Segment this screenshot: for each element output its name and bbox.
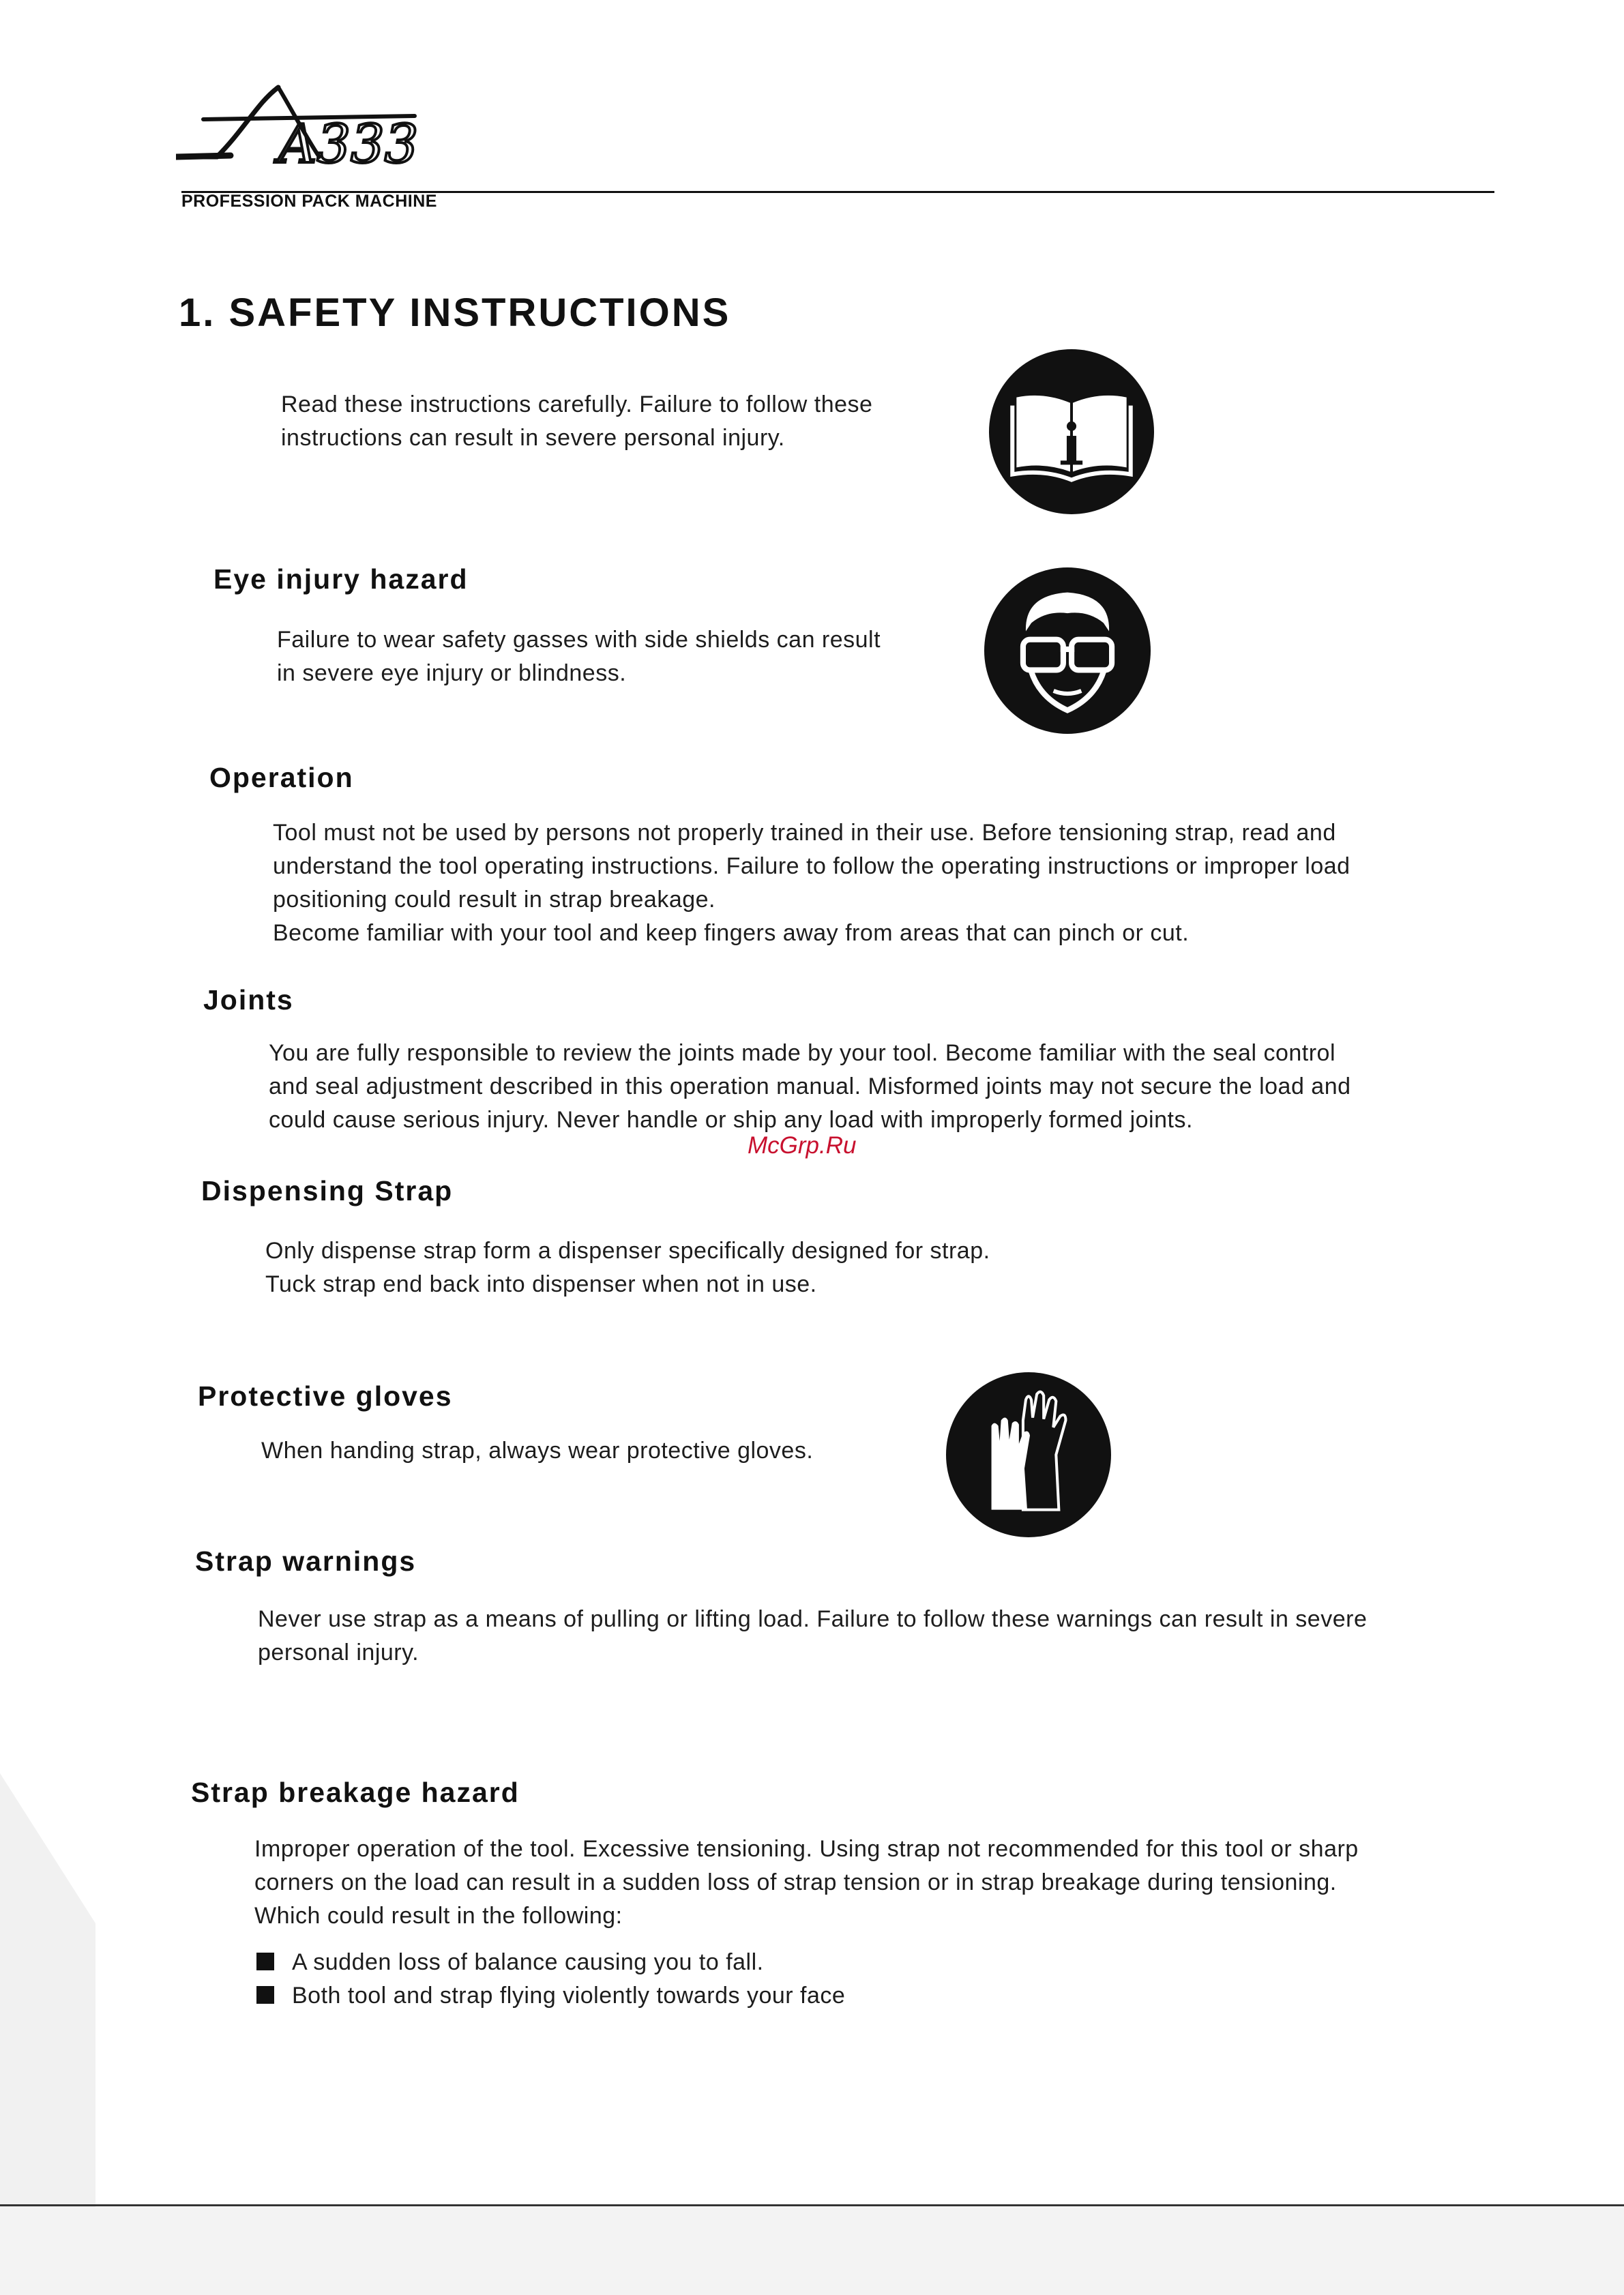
operation-line: Tool must not be used by persons not properly trained in their use. Before tensioning strap, read and bbox=[273, 820, 1336, 846]
gloves-text bbox=[261, 1434, 813, 1468]
joints-text bbox=[269, 1037, 1351, 1137]
protective-gloves-icon bbox=[946, 1372, 1111, 1537]
watermark-text: McGrp.Ru bbox=[748, 1132, 857, 1159]
breakage-text bbox=[254, 1833, 1359, 1933]
joints-heading: Joints bbox=[203, 984, 294, 1016]
breakage-heading: Strap breakage hazard bbox=[191, 1777, 520, 1808]
square-bullet-icon bbox=[256, 1953, 274, 1970]
logo-subtitle: PROFESSION PACK MACHINE bbox=[181, 192, 437, 211]
read-manual-icon bbox=[989, 349, 1154, 514]
breakage-bullet-list bbox=[254, 1946, 845, 2013]
eye-hazard-line: in severe eye injury or blindness. bbox=[277, 660, 627, 686]
logo-number: A333 bbox=[278, 114, 419, 171]
warnings-line: Never use strap as a means of pulling or lifting load. Failure to follow these warnings can result in severe bbox=[258, 1606, 1368, 1632]
warnings-text bbox=[258, 1603, 1367, 1670]
operation-line: understand the tool operating instructions. Failure to follow the operating instructions or improper load bbox=[273, 853, 1350, 879]
breakage-line: Improper operation of the tool. Excessive tensioning. Using strap not recommended for this tool or sharp bbox=[254, 1836, 1359, 1862]
breakage-line: Which could result in the following: bbox=[254, 1903, 623, 1929]
square-bullet-icon bbox=[256, 1986, 274, 2004]
gloves-line: When handing strap, always wear protective gloves. bbox=[261, 1438, 814, 1464]
scan-shadow bbox=[0, 1773, 95, 2210]
warnings-line: personal injury. bbox=[258, 1640, 419, 1665]
scan-bottom-shade bbox=[0, 2207, 1624, 2295]
operation-heading: Operation bbox=[209, 762, 354, 793]
operation-line: positioning could result in strap breakage. bbox=[273, 887, 715, 913]
safety-goggles-icon bbox=[984, 567, 1151, 734]
joints-line: and seal adjustment described in this operation manual. Misformed joints may not secure the load and bbox=[269, 1074, 1351, 1099]
brand-logo bbox=[176, 75, 422, 171]
dispensing-line: Tuck strap end back into dispenser when not in use. bbox=[265, 1271, 817, 1297]
dispensing-text bbox=[265, 1234, 990, 1301]
page-title: 1. SAFETY INSTRUCTIONS bbox=[179, 291, 731, 335]
operation-line: Become familiar with your tool and keep fingers away from areas that can pinch or cut. bbox=[273, 920, 1190, 946]
eye-hazard-heading: Eye injury hazard bbox=[213, 563, 469, 595]
intro-text bbox=[281, 388, 872, 455]
joints-line: You are fully responsible to review the joints made by your tool. Become familiar with the seal control bbox=[269, 1040, 1336, 1066]
dispensing-heading: Dispensing Strap bbox=[201, 1175, 454, 1206]
intro-line: instructions can result in severe personal injury. bbox=[281, 425, 785, 451]
eye-hazard-line: Failure to wear safety gasses with side shields can result bbox=[277, 627, 881, 653]
breakage-line: corners on the load can result in a sudden loss of strap tension or in strap breakage during tensioning. bbox=[254, 1869, 1337, 1895]
dispensing-line: Only dispense strap form a dispenser specifically designed for strap. bbox=[265, 1238, 990, 1264]
gloves-heading: Protective gloves bbox=[198, 1380, 453, 1412]
bullet-text: A sudden loss of balance causing you to fall. bbox=[292, 1949, 764, 1975]
footer-rule bbox=[0, 2204, 1624, 2206]
intro-line: Read these instructions carefully. Failure to follow these bbox=[281, 391, 873, 417]
list-item bbox=[254, 1979, 845, 2013]
operation-text bbox=[273, 816, 1350, 950]
joints-line: could cause serious injury. Never handle or ship any load with improperly formed joints. bbox=[269, 1107, 1193, 1133]
list-item bbox=[254, 1946, 845, 1979]
eye-hazard-text bbox=[277, 623, 881, 690]
warnings-heading: Strap warnings bbox=[195, 1545, 417, 1577]
bullet-text: Both tool and strap flying violently towards your face bbox=[292, 1983, 846, 2009]
